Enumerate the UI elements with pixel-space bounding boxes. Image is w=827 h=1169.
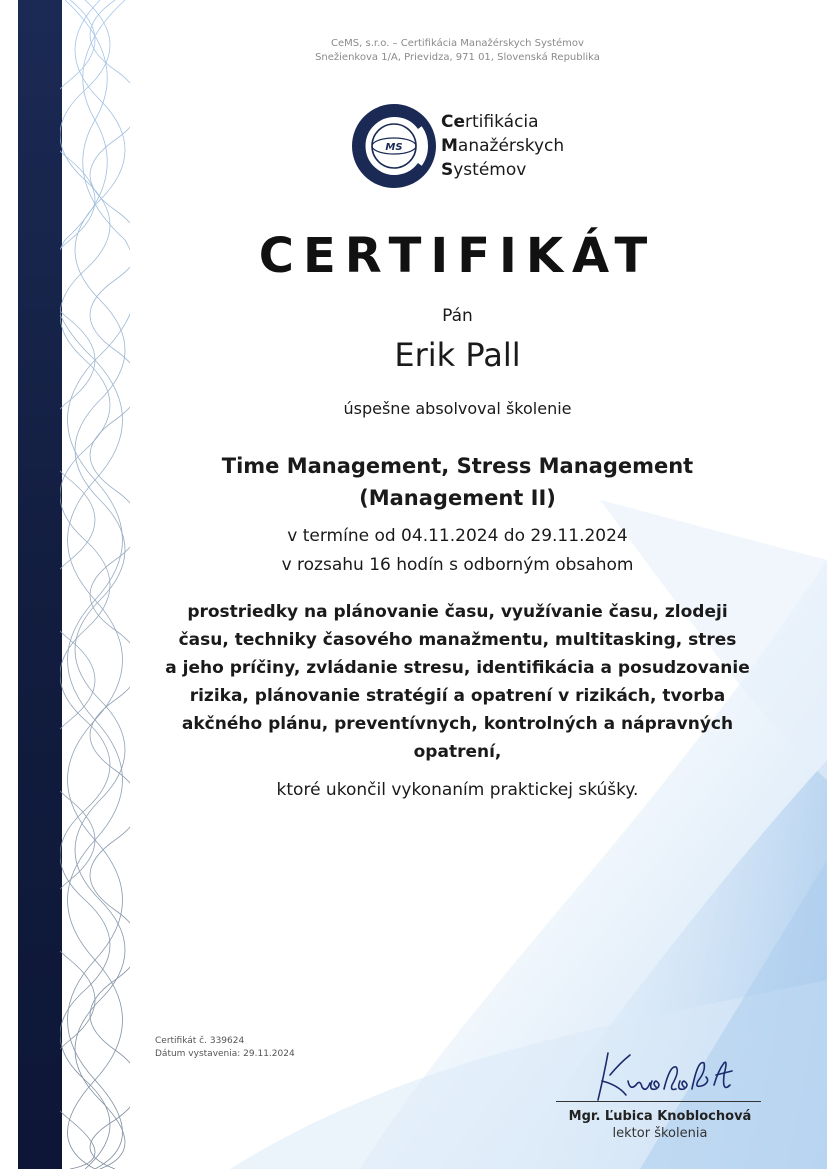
topics-line: akčného plánu, preventívnych, kontrolných a nápravných — [181, 714, 734, 734]
signature-image — [590, 1045, 740, 1103]
signer-role: lektor školenia — [612, 1126, 708, 1141]
completion-statement: ktoré ukončil vykonaním praktickej skúšky. — [276, 780, 639, 800]
certificate-number: Certifikát č. 339624 — [155, 1036, 245, 1046]
issue-date: Dátum vystavenia: 29.11.2024 — [155, 1049, 295, 1059]
signer-name: Mgr. Ľubica Knoblochová — [568, 1109, 752, 1124]
svg-text:MS: MS — [385, 142, 403, 153]
course-title — [130, 450, 785, 514]
course-hours: v rozsahu 16 hodín s odborným obsahom — [281, 555, 634, 575]
course-title-line1: Time Management, Stress Management — [221, 454, 694, 478]
issuer-address-line2: Snežienkova 1/A, Prievidza, 971 01, Slovenská Republika — [315, 52, 600, 63]
topics-line: prostriedky na plánovanie času, využívanie času, zlodeji — [187, 602, 728, 622]
topics-line: rizika, plánovanie stratégií a opatrení v rizikách, tvorba — [189, 686, 726, 706]
salutation: Pán — [442, 306, 473, 326]
certificate-title: CERTIFIKÁT — [258, 228, 657, 284]
course-title-line2: (Management II) — [359, 486, 556, 510]
topics-line: opatrení, — [413, 742, 502, 762]
topics-line: času, techniky časového manažmentu, multitasking, stres — [178, 630, 737, 650]
guilloche-border — [60, 0, 130, 1169]
recipient-name: Erik Pall — [394, 336, 521, 374]
cems-logo-icon — [352, 104, 436, 188]
course-topics — [150, 598, 765, 766]
logo-text-line3: Systémov — [441, 160, 527, 180]
left-border-bar — [18, 0, 62, 1169]
logo-text-line1: Certifikácia — [441, 112, 539, 132]
course-dates: v termíne od 04.11.2024 do 29.11.2024 — [287, 526, 628, 546]
completed-text: úspešne absolvoval školenie — [343, 399, 572, 418]
issuer-address-line1: CeMS, s.r.o. – Certifikácia Manažérskych Systémov — [331, 38, 584, 49]
logo-text-line2: Manažérskych — [441, 136, 565, 156]
topics-line: a jeho príčiny, zvládanie stresu, identifikácia a posudzovanie — [165, 658, 750, 678]
